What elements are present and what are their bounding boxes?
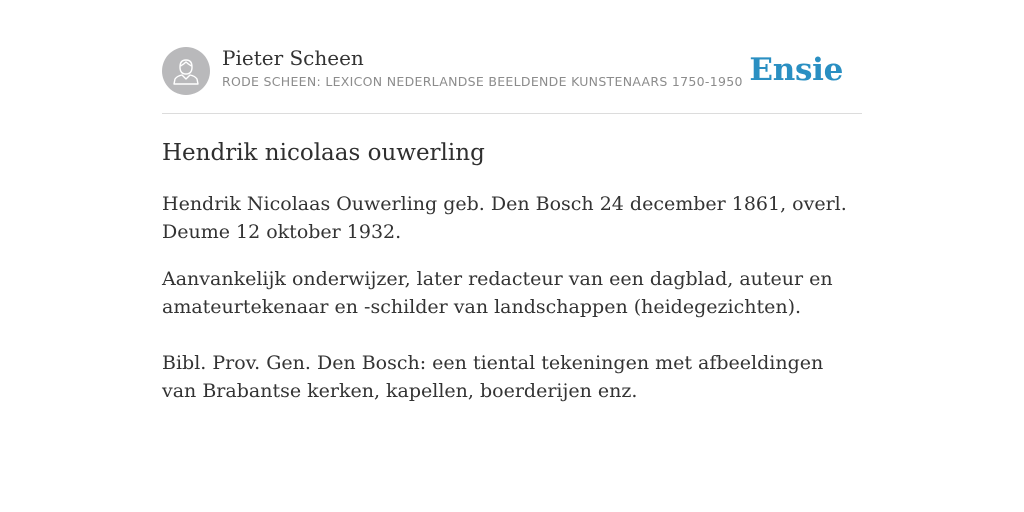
article-paragraph: Aanvankelijk onderwijzer, later redacteur van een dagblad, auteur en amateurtekenaar en -schilder van landschappen (heidegezichten). <box>162 268 833 318</box>
article-title: Hendrik nicolaas ouwerling <box>162 140 485 166</box>
article-paragraph: Hendrik Nicolaas Ouwerling geb. Den Bosch 24 december 1861, overl. Deume 12 oktober 1932. <box>162 193 847 243</box>
author-avatar[interactable] <box>162 47 210 95</box>
article-card <box>162 0 862 402</box>
article-header <box>162 0 862 114</box>
source-title[interactable]: RODE SCHEEN: LEXICON NEDERLANDSE BEELDENDE KUNSTENAARS 1750-1950 <box>222 74 743 89</box>
ensie-logo[interactable]: Ensie <box>749 52 843 88</box>
user-avatar-icon <box>171 56 201 86</box>
author-name[interactable]: Pieter Scheen <box>222 46 364 70</box>
article-paragraph: Bibl. Prov. Gen. Den Bosch: een tiental tekeningen met afbeeldingen van Brabantse kerken, kapellen, boerderijen enz. <box>162 352 824 402</box>
